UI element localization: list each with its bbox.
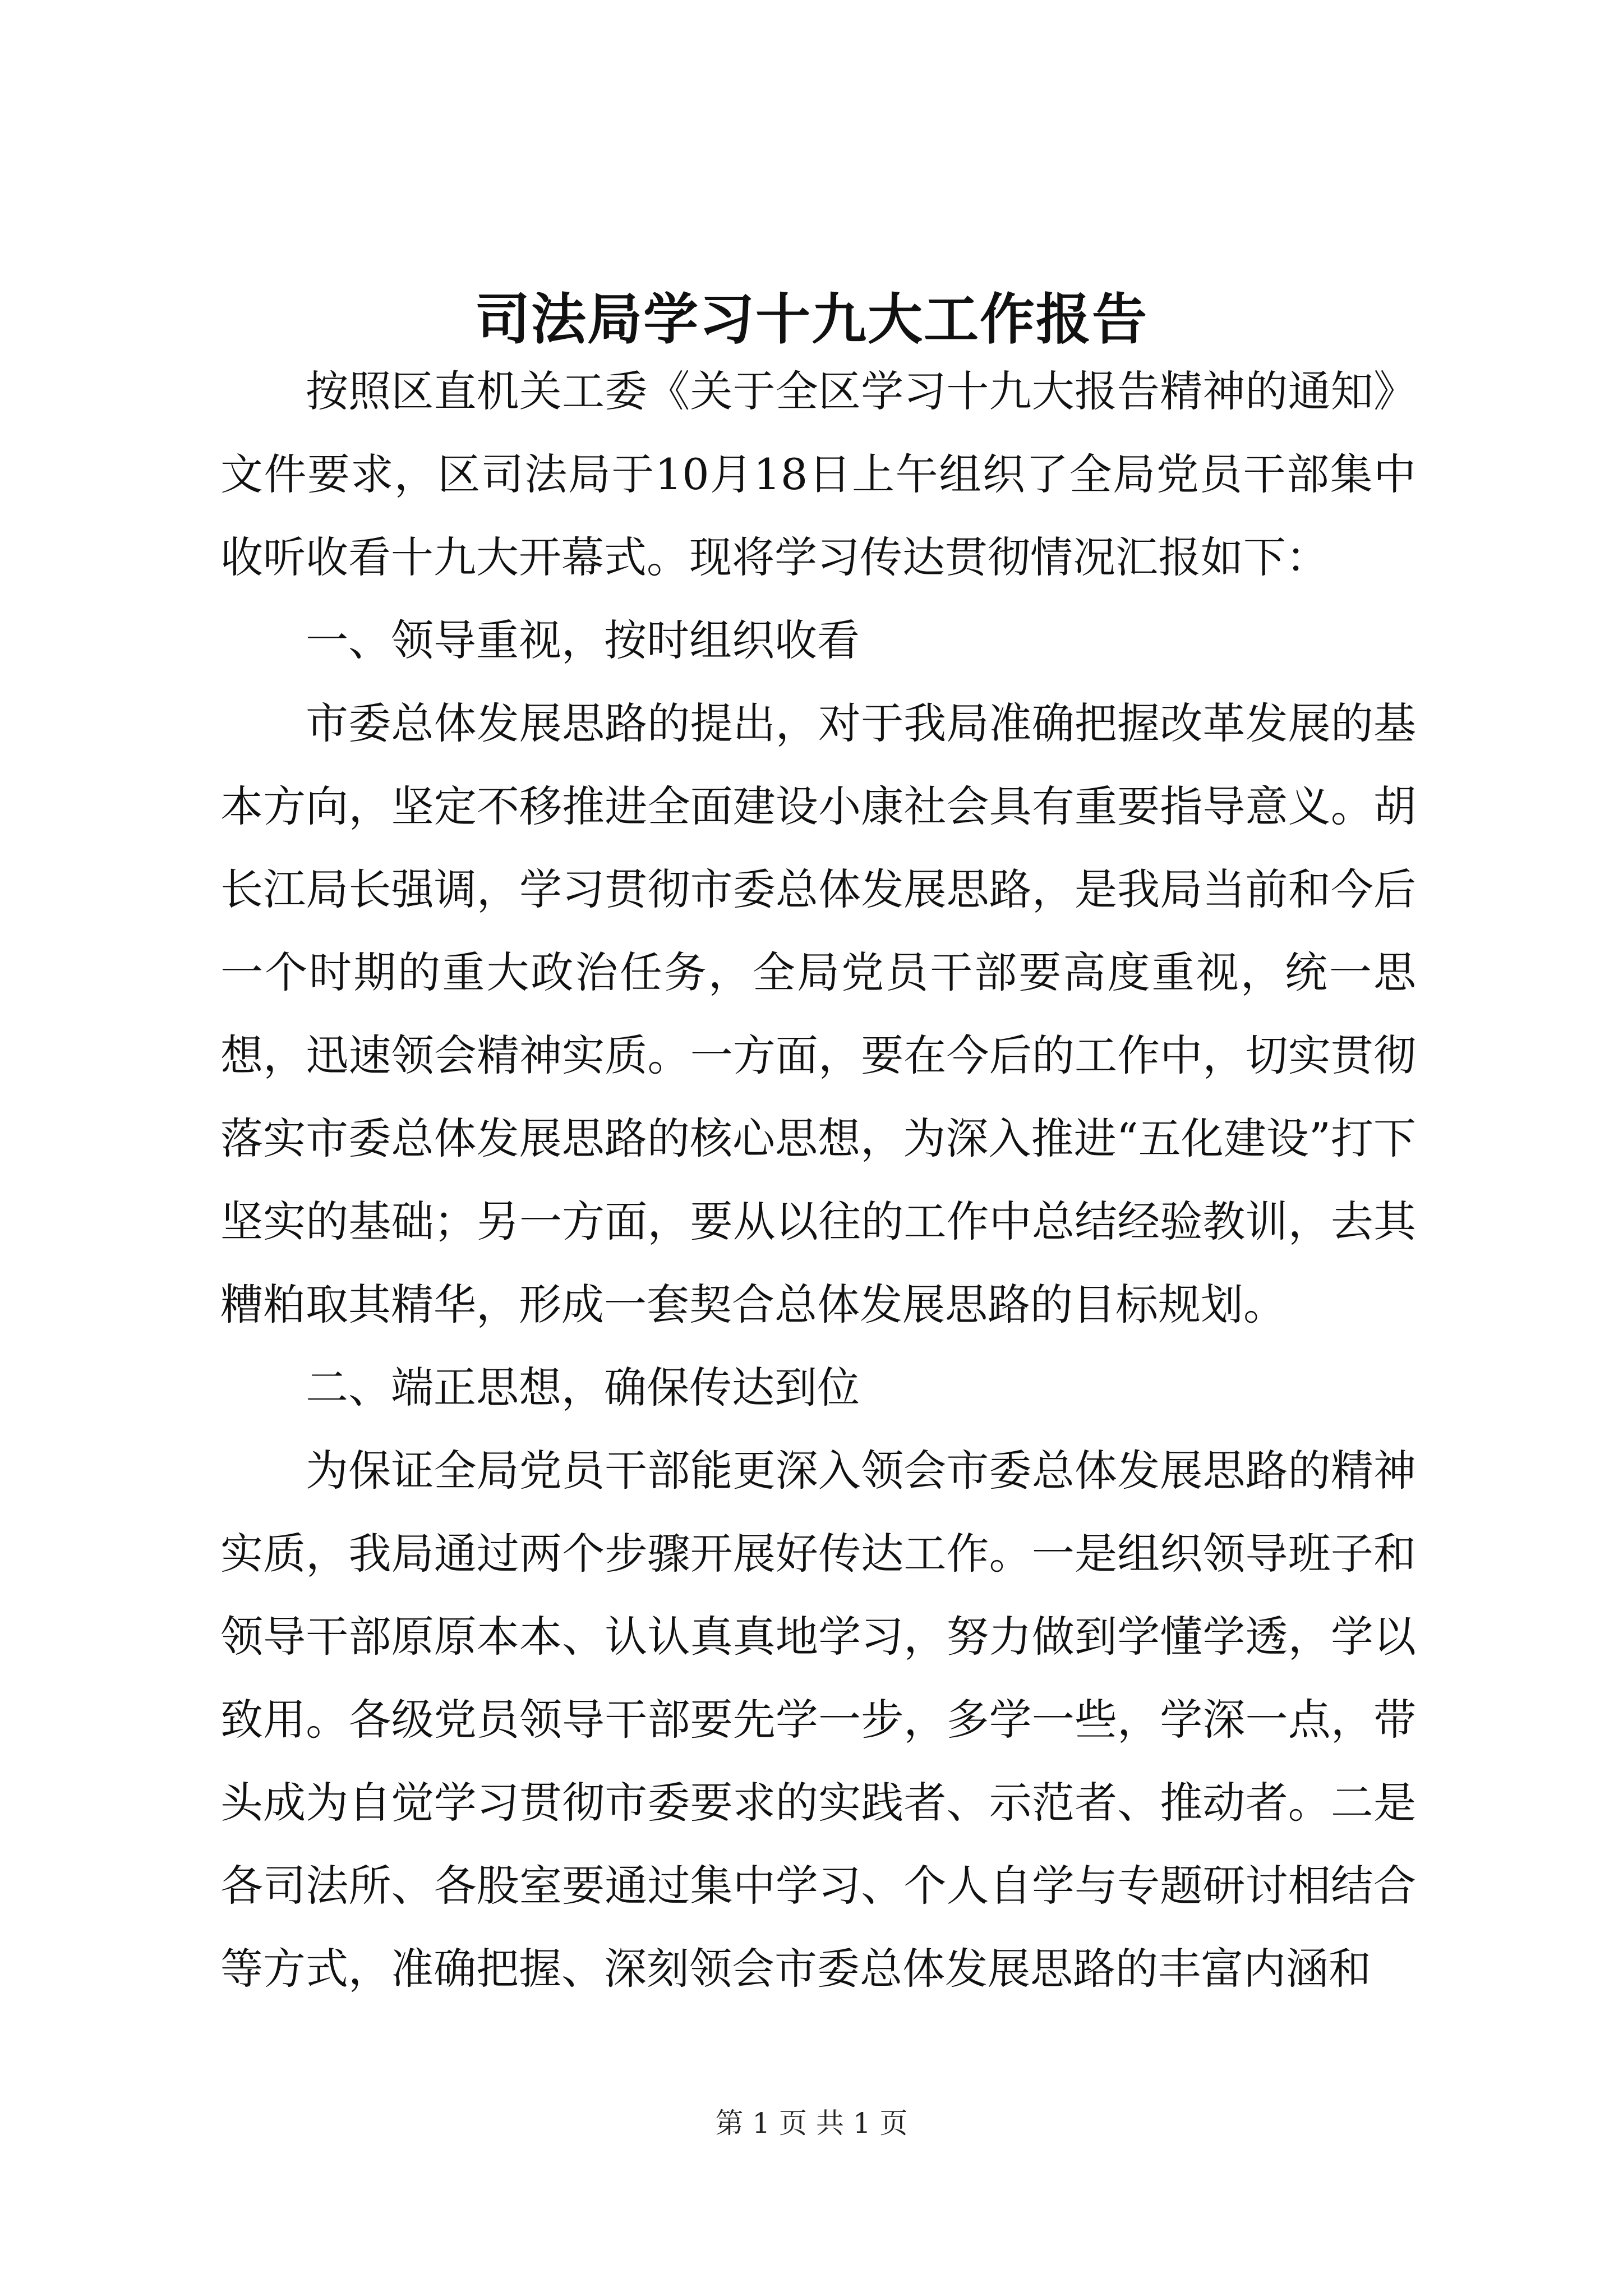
section-2-paragraph: 为保证全局党员干部能更深入领会市委总体发展思路的精神实质，我局通过两个步骤开展好传达工作。一是组织领导班子和领导干部原原本本、认认真真地学习，努力做到学懂学透，学以致用。各级党员领导干部要先学一步，多学一些，学深一点，带头成为自觉学习贯彻市委要求的实践者、示范者、推动者。二是各司法所、各股室要通过集中学习、个人自学与专题研讨相结合等方式，准确把握、深刻领会市委总体发展思路的丰富内涵和	[220, 1446, 1416, 1994]
section-1-paragraph: 市委总体发展思路的提出，对于我局准确把握改革发展的基本方向，坚定不移推进全面建设小康社会具有重要指导意义。胡长江局长强调，学习贯彻市委总体发展思路，是我局当前和今后一个时期的重大政治任务，全局党员干部要高度重视，统一思想，迅速领会精神实质。一方面，要在今后的工作中，切实贯彻落实市委总体发展思路的核心思想，为深入推进“五化建设”打下坚实的基础；另一方面，要从以往的工作中总结经验教训，去其糟粕取其精华，形成一套契合总体发展思路的目标规划。	[220, 698, 1416, 1329]
intro-paragraph: 按照区直机关工委《关于全区学习十九大报告精神的通知》文件要求，区司法局于10月18日上午组织了全局党员干部集中收听收看十九大开幕式。现将学习传达贯彻情况汇报如下：	[220, 366, 1416, 582]
document-body	[220, 350, 1416, 2010]
section-heading-2: 二、端正思想，确保传达到位	[306, 1363, 860, 1412]
document-title: 司法局学习十九大工作报告	[474, 287, 1148, 352]
section-heading-1: 一、领导重视，按时组织收看	[306, 615, 860, 665]
page-footer: 第 1 页 共 1 页	[715, 2107, 908, 2139]
